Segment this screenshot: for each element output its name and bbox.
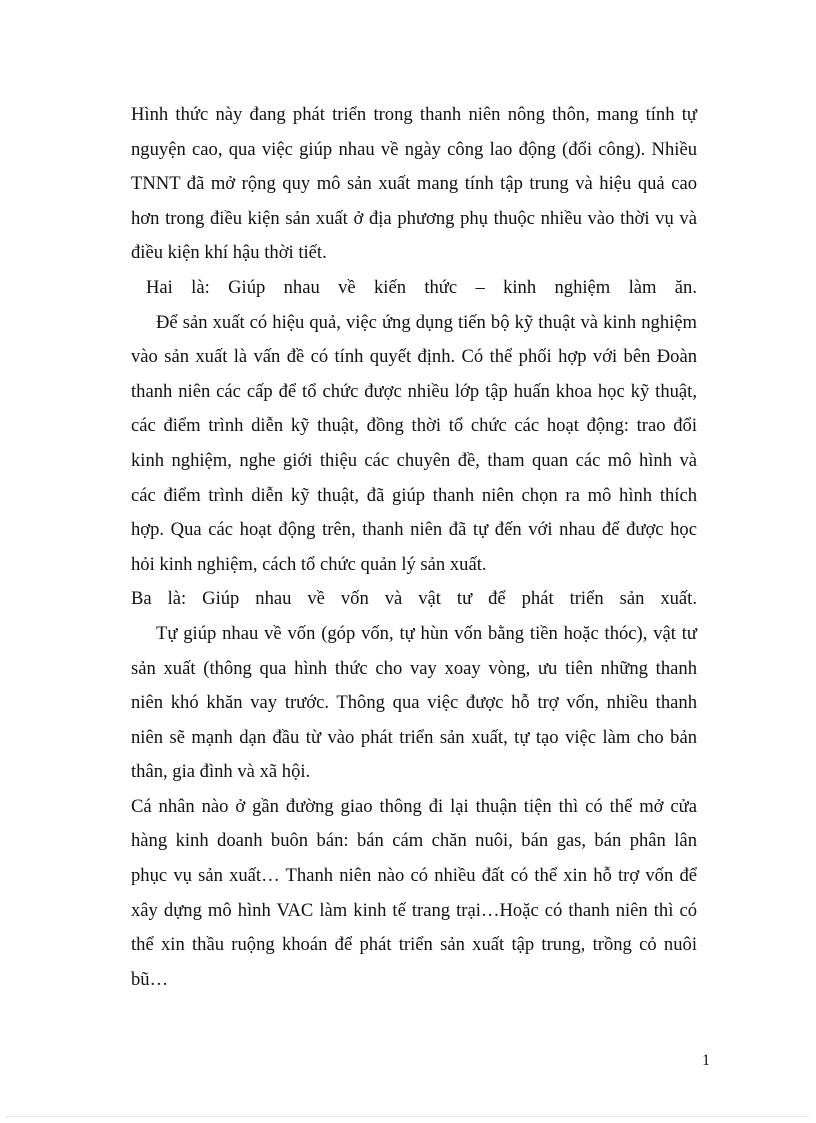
text-line: Hình thức này đang phát triển trong thanh niên nông thôn, mang tính tự [131, 104, 697, 125]
text-line: Tự giúp nhau về vốn (góp vốn, tự hùn vốn bằng tiền hoặc thóc), vật tư [156, 622, 697, 644]
text-line: nguyện cao, qua việc giúp nhau về ngày công lao động (đổi công). Nhiều [131, 138, 697, 160]
text-line: hơn trong điều kiện sản xuất ở địa phương phụ thuộc nhiều vào thời vụ và [131, 207, 697, 229]
text-line: thanh niên các cấp để tổ chức được nhiều lớp tập huấn khoa học kỹ thuật, [131, 380, 697, 402]
text-line: Hai là: Giúp nhau về kiến thức – kinh nghiệm làm ăn. [146, 276, 697, 298]
text-line: kinh nghiệm, nghe giới thiệu các chuyên đề, tham quan các mô hình và [131, 449, 697, 471]
text-line: niên khó khăn vay trước. Thông qua việc được hỗ trợ vốn, nhiều thanh [131, 692, 697, 714]
text-line: thể xin thầu ruộng khoán để phát triển sản xuất tập trung, trồng cỏ nuôi [131, 934, 697, 956]
text-line: các điểm trình diễn kỹ thuật, đã giúp thanh niên chọn ra mô hình thích [131, 484, 697, 506]
page-number: 1 [702, 1052, 710, 1069]
text-line: xây dựng mô hình VAC làm kinh tế trang trại…Hoặc có thanh niên thì có [131, 899, 697, 921]
text-line: TNNT đã mở rộng quy mô sản xuất mang tính tập trung và hiệu quả cao [131, 173, 697, 195]
text-line: các điểm trình diễn kỹ thuật, đồng thời tổ chức các hoạt động: trao đổi [131, 415, 697, 437]
text-line: thân, gia đình và xã hội. [131, 761, 311, 783]
text-line: điều kiện khí hậu thời tiết. [131, 242, 327, 264]
text-line: Ba là: Giúp nhau về vốn và vật tư để phát triển sản xuất. [131, 588, 697, 610]
text-line: Để sản xuất có hiệu quả, việc ứng dụng tiến bộ kỹ thuật và kinh nghiệm [156, 311, 697, 333]
text-line: sản xuất (thông qua hình thức cho vay xoay vòng, ưu tiên những thanh [131, 657, 697, 679]
text-line: vào sản xuất là vấn đề có tính quyết định. Có thể phối hợp với bên Đoàn [131, 346, 697, 368]
text-line: niên sẽ mạnh dạn đầu từ vào phát triển sản xuất, tự tạo việc làm cho bản [131, 726, 697, 748]
text-line: Cá nhân nào ở gần đường giao thông đi lại thuận tiện thì có thể mở cửa [131, 795, 697, 817]
body-text [131, 98, 697, 997]
text-line: hàng kinh doanh buôn bán: bán cám chăn nuôi, bán gas, bán phân lân [131, 830, 697, 852]
text-line: hợp. Qua các hoạt động trên, thanh niên đã tự đến với nhau để được học [131, 519, 697, 541]
text-line: bũ… [131, 968, 169, 990]
page-bottom-divider [6, 1116, 810, 1117]
text-line: phục vụ sản xuất… Thanh niên nào có nhiều đất có thể xin hỗ trợ vốn để [131, 865, 697, 887]
text-line: hỏi kinh nghiệm, cách tổ chức quản lý sản xuất. [131, 553, 487, 575]
